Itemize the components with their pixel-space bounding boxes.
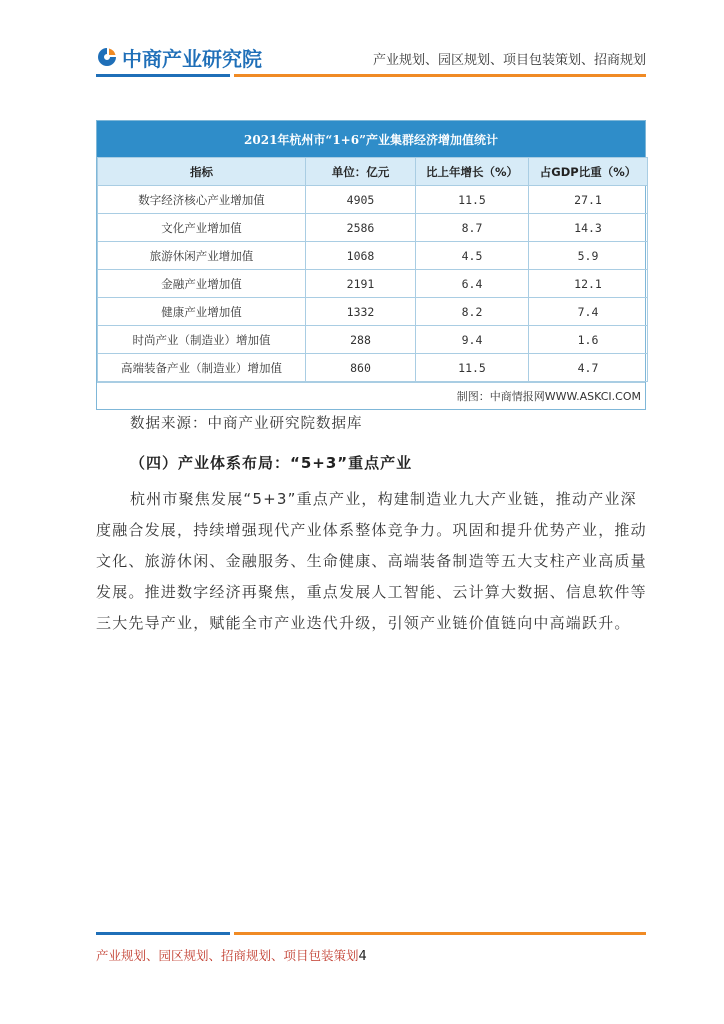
cell-share: 1.6 [529, 326, 648, 354]
cell-indicator: 高端装备产业（制造业）增加值 [98, 354, 306, 382]
industry-cluster-table [96, 120, 646, 410]
cell-share: 12.1 [529, 270, 648, 298]
footer-divider-orange [234, 932, 646, 935]
table-footnote: 制图：中商情报网WWW.ASKCI.COM [97, 382, 645, 409]
table-row [98, 242, 648, 270]
cell-growth: 6.4 [416, 270, 529, 298]
cell-share: 5.9 [529, 242, 648, 270]
cell-growth: 8.2 [416, 298, 529, 326]
cell-value: 1332 [306, 298, 416, 326]
cell-value: 2191 [306, 270, 416, 298]
cell-growth: 11.5 [416, 354, 529, 382]
cell-share: 27.1 [529, 186, 648, 214]
cell-value: 288 [306, 326, 416, 354]
cell-indicator: 健康产业增加值 [98, 298, 306, 326]
section-heading: （四）产业体系布局：“5+3”重点产业 [130, 454, 413, 472]
data-table [97, 157, 648, 382]
footer-tagline: 产业规划、园区规划、招商规划、项目包装策划 [96, 948, 359, 963]
cell-growth: 4.5 [416, 242, 529, 270]
table-row [98, 214, 648, 242]
header-indicator: 指标 [98, 158, 306, 186]
cell-value: 1068 [306, 242, 416, 270]
cell-share: 14.3 [529, 214, 648, 242]
cell-share: 4.7 [529, 354, 648, 382]
header-gdp-share: 占GDP比重（%） [529, 158, 648, 186]
footer [96, 946, 367, 964]
cell-growth: 8.7 [416, 214, 529, 242]
logo-mark-icon [96, 46, 118, 68]
header-tagline: 产业规划、园区规划、项目包装策划、招商规划 [372, 53, 646, 68]
footer-divider-blue [96, 932, 230, 935]
logo-text: 中商产业研究院 [122, 46, 262, 71]
cell-value: 860 [306, 354, 416, 382]
cell-share: 7.4 [529, 298, 648, 326]
table-row [98, 326, 648, 354]
cell-value: 4905 [306, 186, 416, 214]
header-growth: 比上年增长（%） [416, 158, 529, 186]
table-row [98, 354, 648, 382]
table-row [98, 270, 648, 298]
table-header-row [98, 158, 648, 186]
body-paragraph: 杭州市聚焦发展“5+3”重点产业，构建制造业九大产业链，推动产业深度融合发展，持续增强现代产业体系整体竞争力。巩固和提升优势产业，推动文化、旅游休闲、金融服务、生命健康、高端装备制造等五大支柱产业高质量发展。推进数字经济再聚焦，重点发展人工智能、云计算大数据、信息软件等三大先导产业，赋能全市产业迭代升级，引领产业链价值链向中高端跃升。 [96, 490, 647, 632]
cell-indicator: 文化产业增加值 [98, 214, 306, 242]
data-source: 数据来源：中商产业研究院数据库 [130, 416, 363, 432]
table-row [98, 186, 648, 214]
header-divider-orange [234, 74, 646, 77]
table-title: 2021年杭州市“1+6”产业集群经济增加值统计 [97, 121, 645, 157]
cell-growth: 9.4 [416, 326, 529, 354]
company-logo [96, 44, 262, 70]
header-unit: 单位：亿元 [306, 158, 416, 186]
cell-growth: 11.5 [416, 186, 529, 214]
table-row [98, 298, 648, 326]
cell-indicator: 数字经济核心产业增加值 [98, 186, 306, 214]
page-number: 4 [358, 949, 367, 964]
cell-indicator: 旅游休闲产业增加值 [98, 242, 306, 270]
cell-indicator: 金融产业增加值 [98, 270, 306, 298]
cell-indicator: 时尚产业（制造业）增加值 [98, 326, 306, 354]
header-divider-blue [96, 74, 230, 77]
cell-value: 2586 [306, 214, 416, 242]
